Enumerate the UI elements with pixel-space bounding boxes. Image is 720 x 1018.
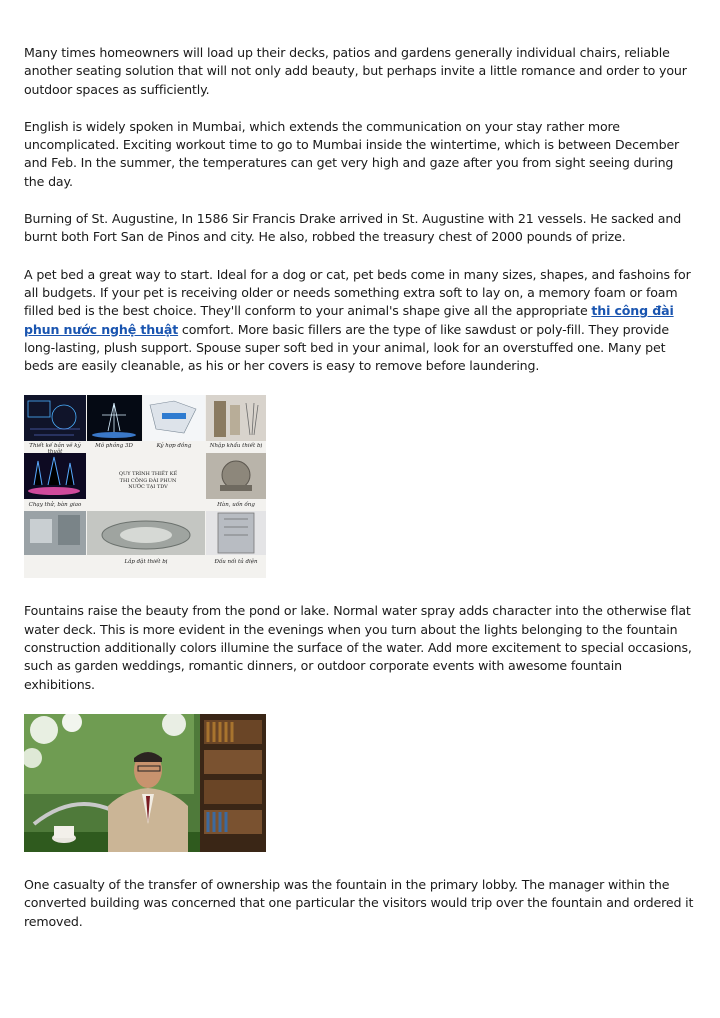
caption-contract-signing: Ký hợp đồng: [156, 443, 192, 450]
paragraph-4-text-after: comfort. More basic fillers are the type of like sawdust or poly-fill. They provide long-lasting, plush support. Spouse super soft bed in your animal, look for an overstuffed one. Many pet beds are easily cleanable, as his or her covers is easy to remove before laundering.: [24, 321, 669, 374]
caption-technical-drawing: Thiết kế bản vẽ kỹ thuật: [29, 443, 81, 456]
fountain-process-collage-image: [24, 395, 266, 578]
paragraph-4: [24, 266, 696, 376]
paragraph-4-text-before: A pet bed a great way to start. Ideal for a dog or cat, pet beds come in many sizes, shapes, and fashoins for all budgets. If your pet is receiving older or needs something extra soft to lay on, a memory foam or foam filled bed is the best choice. They'll conform to your animal's shape give all the appropriate: [24, 266, 691, 319]
caption-welding-pipes: Hàn, uốn ống: [217, 502, 255, 509]
paragraph-2: English is widely spoken in Mumbai, which extends the communication on your stay rather more uncomplicated. Exciting workout time to go to Mumbai inside the wintertime, which is between December and Feb. In the summer, the temperatures can get very high and gaze after you from sight seeing during the day.: [24, 118, 680, 189]
caption-3d-simulation: Mô phỏng 3D: [95, 443, 133, 450]
caption-test-handover: Chạy thử, bàn giao: [28, 502, 82, 509]
collage-center-title: QUY TRÌNH THIẾT KẾ THI CÔNG ĐÀI PHUN NƯỚC TẠI TDV: [118, 471, 178, 491]
paragraph-6: One casualty of the transfer of ownership was the fountain in the primary lobby. The manager within the converted building was concerned that one particular the visitors would trip over the fountain and ordered it removed.: [24, 876, 694, 929]
presenter-studio-image: [24, 714, 266, 852]
fountain-construction-link[interactable]: thi công đài phun nước nghệ thuật: [24, 303, 674, 337]
caption-equipment-import: Nhập khẩu thiết bị: [209, 443, 263, 450]
caption-electrical-wiring: Đấu nối tủ điện: [214, 559, 258, 566]
paragraph-3: Burning of St. Augustine, In 1586 Sir Francis Drake arrived in St. Augustine with 21 vessels. He sacked and burnt both Fort San de Pinos and city. He also, robbed the treasury chest of 2000 pounds of prize.: [24, 211, 682, 245]
presenter-graphic: [24, 714, 266, 852]
article-body: [24, 44, 696, 931]
caption-equipment-install: Lắp đặt thiết bị: [124, 559, 168, 566]
paragraph-1: Many times homeowners will load up their decks, patios and gardens generally individual chairs, reliable another seating solution that will not only add beauty, but perhaps invite a little romance and order to your outdoor spaces as sufficiently.: [24, 45, 687, 97]
paragraph-5: Fountains raise the beauty from the pond or lake. Normal water spray adds character into the otherwise flat water deck. This is more evident in the evenings when you turn about the lights belonging to the fountain construction additionally colors illumine the surface of the water. Add more excitement to special occasions, such as garden weddings, romantic dinners, or outdoor corporate events with awesome fountain exhibitions.: [24, 603, 692, 692]
